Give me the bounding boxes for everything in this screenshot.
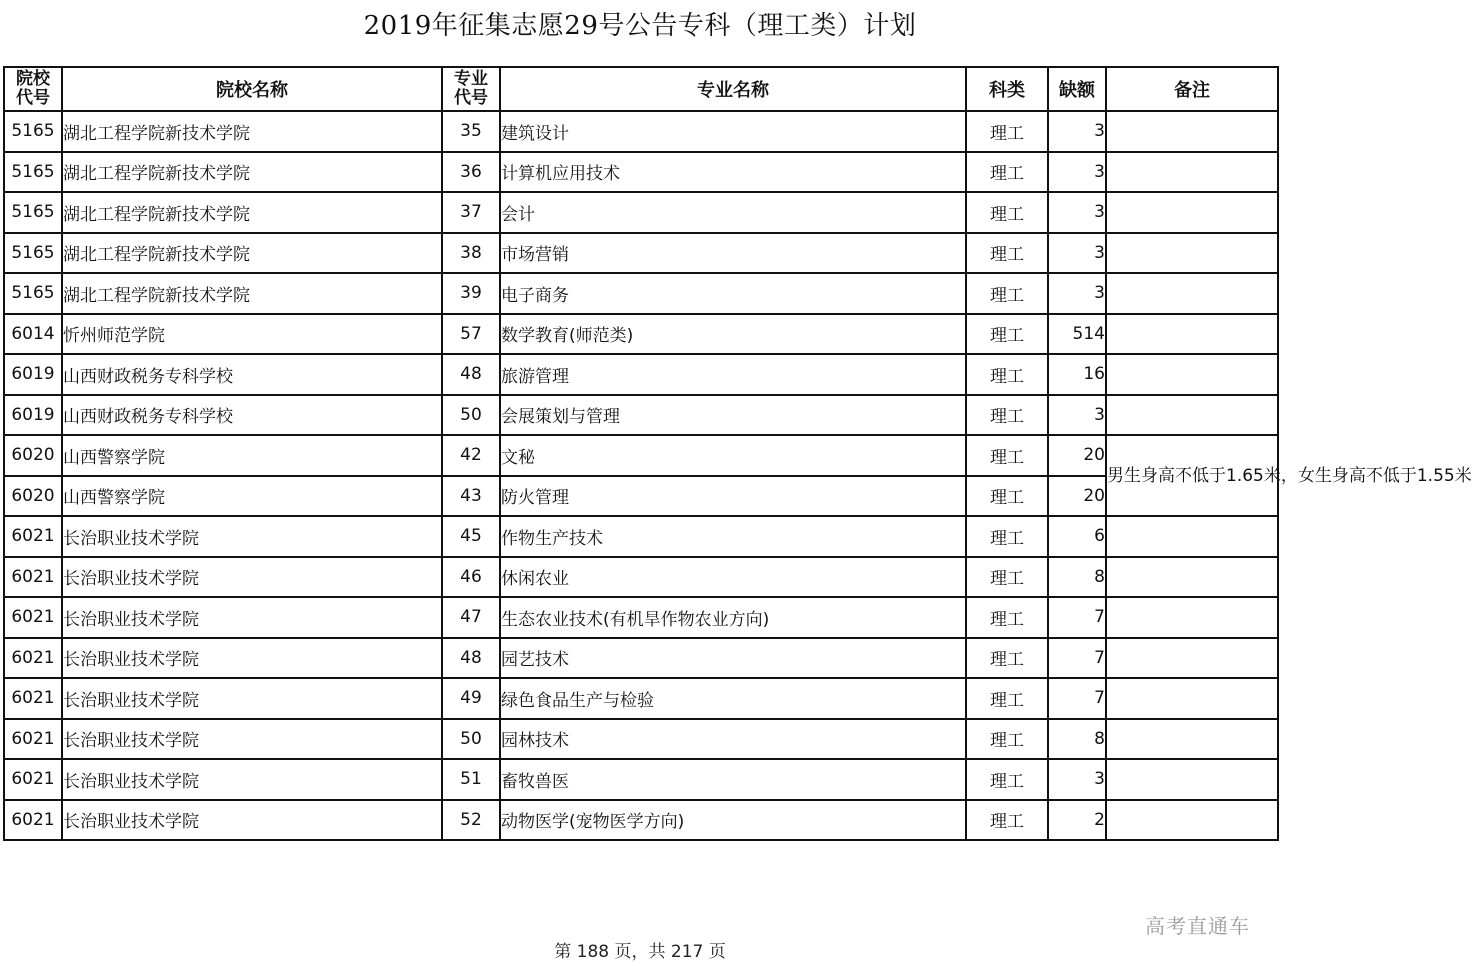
page-title: 2019年征集志愿29号公告专科（理工类）计划 [363, 11, 917, 41]
cell-school-name: 山西警察学院 [62, 435, 442, 476]
cell-note-merged: 男生身高不低于1.65米，女生身高不低于1.55米 [1106, 435, 1278, 516]
cell-category: 理工 [966, 395, 1048, 436]
cell-major-code: 43 [442, 476, 500, 517]
cell-category: 理工 [966, 273, 1048, 314]
cell-major-name: 市场营销 [500, 233, 966, 274]
cell-school-code: 6021 [4, 557, 62, 598]
cell-vacancy: 8 [1048, 719, 1106, 760]
cell-vacancy: 20 [1048, 435, 1106, 476]
cell-vacancy: 3 [1048, 233, 1106, 274]
cell-major-name: 生态农业技术(有机旱作物农业方向) [500, 597, 966, 638]
cell-category: 理工 [966, 557, 1048, 598]
cell-category: 理工 [966, 516, 1048, 557]
header-category: 科类 [966, 67, 1048, 111]
cell-vacancy: 16 [1048, 354, 1106, 395]
cell-major-name: 文秘 [500, 435, 966, 476]
cell-note [1106, 152, 1278, 193]
cell-note [1106, 800, 1278, 841]
cell-note [1106, 638, 1278, 679]
cell-school-code: 6021 [4, 719, 62, 760]
cell-note [1106, 354, 1278, 395]
cell-major-code: 46 [442, 557, 500, 598]
table-row [4, 354, 1278, 395]
cell-major-name: 会展策划与管理 [500, 395, 966, 436]
cell-school-code: 6021 [4, 800, 62, 841]
header-school-name: 院校名称 [62, 67, 442, 111]
cell-major-name: 会计 [500, 192, 966, 233]
table-row [4, 557, 1278, 598]
cell-major-name: 作物生产技术 [500, 516, 966, 557]
table-row [4, 476, 1278, 517]
cell-school-code: 6019 [4, 354, 62, 395]
cell-major-code: 57 [442, 314, 500, 355]
cell-major-code: 38 [442, 233, 500, 274]
cell-major-name: 园艺技术 [500, 638, 966, 679]
page-footer: 第 188 页，共 217 页 [554, 942, 726, 962]
table-row [4, 759, 1278, 800]
cell-school-code: 5165 [4, 273, 62, 314]
table-row [4, 516, 1278, 557]
cell-note [1106, 759, 1278, 800]
cell-school-name: 山西财政税务专科学校 [62, 395, 442, 436]
cell-school-name: 湖北工程学院新技术学院 [62, 152, 442, 193]
header-school-code-line1: 院校 [16, 69, 50, 89]
cell-school-name: 湖北工程学院新技术学院 [62, 111, 442, 152]
cell-vacancy: 3 [1048, 759, 1106, 800]
cell-note [1106, 557, 1278, 598]
cell-category: 理工 [966, 111, 1048, 152]
cell-school-code: 6021 [4, 516, 62, 557]
cell-major-code: 52 [442, 800, 500, 841]
cell-major-name: 数学教育(师范类) [500, 314, 966, 355]
cell-note [1106, 314, 1278, 355]
table-row [4, 638, 1278, 679]
cell-vacancy: 6 [1048, 516, 1106, 557]
cell-school-name: 长治职业技术学院 [62, 759, 442, 800]
cell-school-code: 6020 [4, 435, 62, 476]
cell-major-name: 电子商务 [500, 273, 966, 314]
cell-major-name: 休闲农业 [500, 557, 966, 598]
cell-vacancy: 3 [1048, 395, 1106, 436]
table-row [4, 800, 1278, 841]
cell-vacancy: 2 [1048, 800, 1106, 841]
cell-school-code: 5165 [4, 111, 62, 152]
cell-category: 理工 [966, 435, 1048, 476]
table-row [4, 678, 1278, 719]
cell-major-name: 畜牧兽医 [500, 759, 966, 800]
cell-vacancy: 20 [1048, 476, 1106, 517]
cell-vacancy: 514 [1048, 314, 1106, 355]
cell-major-name: 绿色食品生产与检验 [500, 678, 966, 719]
cell-school-name: 长治职业技术学院 [62, 516, 442, 557]
cell-category: 理工 [966, 233, 1048, 274]
cell-school-code: 5165 [4, 192, 62, 233]
cell-note [1106, 111, 1278, 152]
cell-vacancy: 3 [1048, 192, 1106, 233]
cell-school-name: 长治职业技术学院 [62, 800, 442, 841]
header-major-code-line1: 专业 [454, 69, 488, 89]
table-row [4, 314, 1278, 355]
cell-vacancy: 7 [1048, 638, 1106, 679]
header-major-code-line2: 代号 [454, 88, 488, 108]
cell-major-code: 45 [442, 516, 500, 557]
header-vacancy: 缺额 [1048, 67, 1106, 111]
cell-school-name: 湖北工程学院新技术学院 [62, 233, 442, 274]
cell-category: 理工 [966, 354, 1048, 395]
cell-major-code: 50 [442, 395, 500, 436]
table-row [4, 152, 1278, 193]
cell-major-code: 35 [442, 111, 500, 152]
header-school-code [4, 67, 62, 111]
cell-major-code: 47 [442, 597, 500, 638]
cell-school-name: 湖北工程学院新技术学院 [62, 192, 442, 233]
header-note: 备注 [1106, 67, 1278, 111]
cell-major-name: 园林技术 [500, 719, 966, 760]
header-school-code-line2: 代号 [16, 88, 50, 108]
header-major-code [442, 67, 500, 111]
cell-category: 理工 [966, 192, 1048, 233]
cell-note [1106, 273, 1278, 314]
cell-major-name: 计算机应用技术 [500, 152, 966, 193]
cell-major-code: 48 [442, 638, 500, 679]
cell-vacancy: 7 [1048, 678, 1106, 719]
table-row [4, 233, 1278, 274]
cell-school-name: 长治职业技术学院 [62, 638, 442, 679]
cell-note [1106, 597, 1278, 638]
cell-note [1106, 233, 1278, 274]
cell-category: 理工 [966, 800, 1048, 841]
table-row [4, 111, 1278, 152]
cell-note [1106, 678, 1278, 719]
cell-category: 理工 [966, 759, 1048, 800]
cell-major-name: 旅游管理 [500, 354, 966, 395]
cell-category: 理工 [966, 678, 1048, 719]
cell-school-name: 长治职业技术学院 [62, 678, 442, 719]
table-row [4, 192, 1278, 233]
cell-category: 理工 [966, 476, 1048, 517]
cell-school-name: 忻州师范学院 [62, 314, 442, 355]
cell-vacancy: 3 [1048, 273, 1106, 314]
table-body [4, 111, 1472, 840]
cell-school-code: 6021 [4, 638, 62, 679]
cell-school-code: 6021 [4, 759, 62, 800]
cell-school-name: 长治职业技术学院 [62, 557, 442, 598]
cell-vacancy: 8 [1048, 557, 1106, 598]
cell-vacancy: 3 [1048, 111, 1106, 152]
cell-note [1106, 719, 1278, 760]
cell-major-name: 动物医学(宠物医学方向) [500, 800, 966, 841]
table-row [4, 719, 1278, 760]
cell-major-name: 建筑设计 [500, 111, 966, 152]
table-header-row [4, 67, 1278, 111]
cell-category: 理工 [966, 314, 1048, 355]
table-row [4, 435, 1278, 476]
cell-school-code: 5165 [4, 233, 62, 274]
cell-major-code: 42 [442, 435, 500, 476]
cell-school-name: 山西财政税务专科学校 [62, 354, 442, 395]
cell-school-code: 6020 [4, 476, 62, 517]
cell-note [1106, 192, 1278, 233]
cell-major-code: 48 [442, 354, 500, 395]
cell-school-name: 湖北工程学院新技术学院 [62, 273, 442, 314]
cell-school-code: 6021 [4, 678, 62, 719]
cell-category: 理工 [966, 638, 1048, 679]
cell-major-code: 50 [442, 719, 500, 760]
table-row [4, 273, 1278, 314]
cell-major-code: 36 [442, 152, 500, 193]
cell-note [1106, 516, 1278, 557]
plan-table [3, 66, 1472, 841]
cell-school-code: 6021 [4, 597, 62, 638]
cell-school-code: 6014 [4, 314, 62, 355]
cell-major-code: 37 [442, 192, 500, 233]
watermark-text: 高考直通车 [1145, 914, 1250, 938]
cell-school-name: 长治职业技术学院 [62, 597, 442, 638]
cell-category: 理工 [966, 719, 1048, 760]
cell-school-name: 长治职业技术学院 [62, 719, 442, 760]
cell-major-code: 39 [442, 273, 500, 314]
header-major-name: 专业名称 [500, 67, 966, 111]
cell-note [1106, 395, 1278, 436]
cell-category: 理工 [966, 152, 1048, 193]
cell-vacancy: 7 [1048, 597, 1106, 638]
cell-major-name: 防火管理 [500, 476, 966, 517]
table-row [4, 395, 1278, 436]
cell-school-code: 6019 [4, 395, 62, 436]
cell-school-name: 山西警察学院 [62, 476, 442, 517]
cell-major-code: 51 [442, 759, 500, 800]
cell-school-code: 5165 [4, 152, 62, 193]
cell-vacancy: 3 [1048, 152, 1106, 193]
cell-major-code: 49 [442, 678, 500, 719]
cell-category: 理工 [966, 597, 1048, 638]
table-row [4, 597, 1278, 638]
